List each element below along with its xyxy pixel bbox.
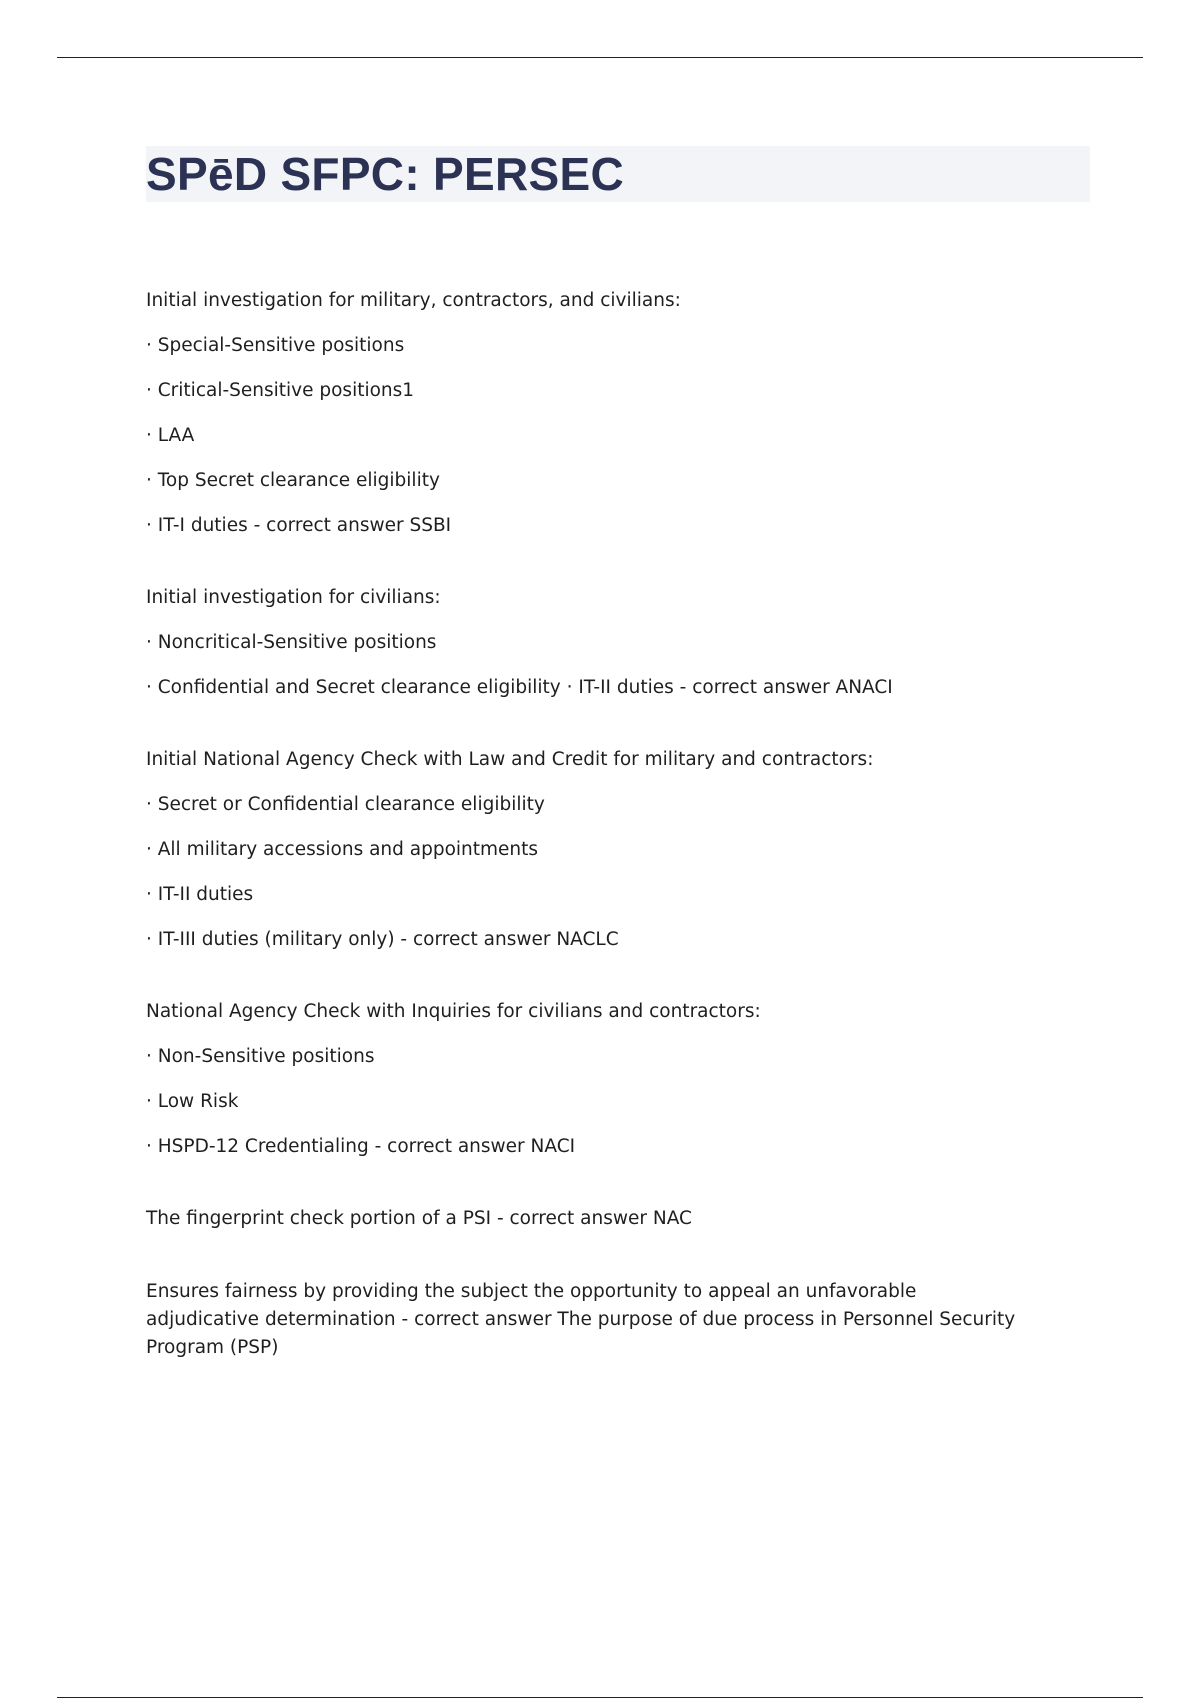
qa-block: [146, 288, 1046, 539]
qa-block: [146, 747, 1046, 953]
bullet-item: · IT-I duties - correct answer SSBI: [146, 515, 452, 536]
top-divider: [57, 57, 1143, 58]
bullet-item: · Secret or Confidential clearance eligibility: [146, 794, 545, 815]
block-heading: National Agency Check with Inquiries for civilians and contractors:: [146, 1001, 761, 1022]
qa-block: [146, 1278, 1046, 1362]
bullet-item: · Top Secret clearance eligibility: [146, 470, 440, 491]
block-heading: The fingerprint check portion of a PSI - correct answer NAC: [146, 1208, 692, 1229]
bottom-divider: [57, 1697, 1143, 1698]
bullet-item: · Non-Sensitive positions: [146, 1046, 375, 1067]
bullet-item: · Critical-Sensitive positions1: [146, 380, 415, 401]
bullet-item: · HSPD-12 Credentialing - correct answer NACI: [146, 1136, 576, 1157]
qa-block: [146, 585, 1046, 701]
bullet-item: · Special-Sensitive positions: [146, 335, 405, 356]
bullet-item: · All military accessions and appointments: [146, 839, 539, 860]
block-heading: Initial investigation for civilians:: [146, 587, 441, 608]
block-heading: Initial investigation for military, contractors, and civilians:: [146, 290, 681, 311]
bullet-item: · Noncritical-Sensitive positions: [146, 632, 437, 653]
page-title: SPēD SFPC: PERSEC: [146, 148, 624, 200]
qa-block: [146, 999, 1046, 1160]
final-paragraph: Ensures fairness by providing the subject the opportunity to appeal an unfavorable adjudicative determination - correct answer The purpose of due process in Personnel Security Program (PSP): [146, 1281, 1016, 1358]
qa-block: [146, 1206, 1046, 1232]
bullet-item: · IT-II duties: [146, 884, 254, 905]
bullet-item: · IT-III duties (military only) - correct answer NACLC: [146, 929, 619, 950]
document-body: [146, 288, 1046, 1408]
bullet-item: · LAA: [146, 425, 195, 446]
bullet-item: · Confidential and Secret clearance eligibility · IT-II duties - correct answer ANACI: [146, 677, 893, 698]
block-heading: Initial National Agency Check with Law and Credit for military and contractors:: [146, 749, 874, 770]
bullet-item: · Low Risk: [146, 1091, 239, 1112]
